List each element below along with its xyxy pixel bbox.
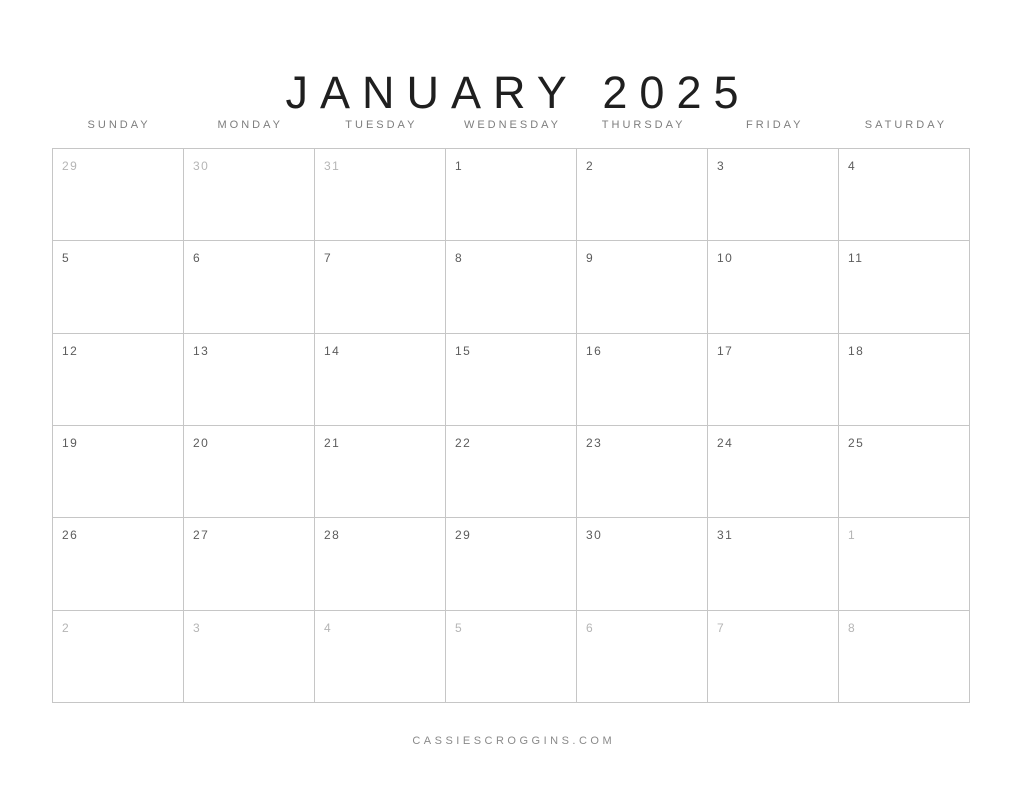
- weekday-label-tuesday: TUESDAY: [345, 119, 418, 131]
- day-cell: [315, 426, 446, 518]
- day-cell: [446, 426, 577, 518]
- day-cell: [708, 149, 839, 241]
- day-number: 16: [586, 343, 603, 358]
- day-cell: [839, 149, 970, 241]
- day-cell: [53, 334, 184, 426]
- day-number: 5: [62, 251, 71, 266]
- weekday-label-wednesday: WEDNESDAY: [463, 119, 562, 131]
- day-number: 9: [586, 251, 595, 266]
- day-cell: [708, 241, 839, 333]
- day-number: 31: [324, 159, 341, 173]
- day-cell: [708, 426, 839, 518]
- day-cell: [315, 149, 446, 241]
- day-number: 8: [848, 620, 857, 635]
- weekday-label-monday: MONDAY: [217, 119, 283, 131]
- day-number: 21: [324, 436, 341, 450]
- day-cell: [315, 611, 446, 703]
- footer-website: CASSIESCROGGINS.COM: [412, 735, 616, 747]
- calendar-grid: [52, 148, 970, 703]
- day-cell: [839, 426, 970, 518]
- day-cell: [577, 611, 708, 703]
- day-cell: [315, 518, 446, 610]
- day-number: 25: [848, 436, 865, 450]
- weekday-label-friday: FRIDAY: [746, 119, 804, 131]
- day-number: 18: [848, 343, 865, 358]
- day-number: 1: [455, 159, 464, 173]
- day-number: 2: [62, 620, 71, 635]
- day-cell: [53, 426, 184, 518]
- day-cell: [446, 334, 577, 426]
- day-cell: [839, 518, 970, 610]
- day-cell: [53, 611, 184, 703]
- day-cell: [839, 611, 970, 703]
- day-cell: [53, 149, 184, 241]
- day-number: 30: [586, 528, 603, 543]
- day-cell: [708, 518, 839, 610]
- day-number: 13: [193, 343, 210, 358]
- day-number: 5: [455, 620, 464, 635]
- day-cell: [184, 149, 315, 241]
- day-number: 15: [455, 343, 472, 358]
- day-number: 20: [193, 436, 210, 450]
- day-number: 22: [455, 436, 472, 450]
- day-number: 19: [62, 436, 79, 450]
- day-number: 8: [455, 251, 464, 266]
- day-cell: [184, 518, 315, 610]
- day-number: 6: [586, 620, 595, 635]
- day-number: 12: [62, 343, 79, 358]
- day-number: 3: [717, 159, 726, 173]
- day-cell: [446, 241, 577, 333]
- day-cell: [184, 241, 315, 333]
- day-cell: [184, 611, 315, 703]
- day-number: 14: [324, 343, 341, 358]
- weekday-label-thursday: THURSDAY: [601, 119, 686, 131]
- day-cell: [577, 518, 708, 610]
- day-number: 10: [717, 251, 734, 266]
- day-cell: [839, 334, 970, 426]
- day-number: 23: [586, 436, 603, 450]
- day-cell: [446, 518, 577, 610]
- day-cell: [577, 149, 708, 241]
- day-cell: [708, 334, 839, 426]
- day-number: 29: [455, 528, 472, 543]
- day-cell: [577, 426, 708, 518]
- weekday-label-sunday: SUNDAY: [87, 119, 151, 131]
- day-cell: [708, 611, 839, 703]
- day-cell: [839, 241, 970, 333]
- day-cell: [315, 334, 446, 426]
- day-cell: [53, 518, 184, 610]
- day-number: 24: [717, 436, 734, 450]
- day-number: 26: [62, 528, 79, 543]
- day-number: 3: [193, 620, 202, 635]
- day-number: 30: [193, 159, 210, 173]
- calendar-title: JANUARY 2025: [285, 67, 751, 119]
- day-number: 31: [717, 528, 734, 543]
- day-number: 17: [717, 343, 734, 358]
- day-cell: [184, 426, 315, 518]
- day-cell: [577, 241, 708, 333]
- day-cell: [184, 334, 315, 426]
- weekday-header-row: [52, 119, 970, 131]
- day-number: 2: [586, 159, 595, 173]
- day-number: 6: [193, 251, 202, 266]
- day-cell: [446, 149, 577, 241]
- day-cell: [315, 241, 446, 333]
- day-cell: [446, 611, 577, 703]
- day-number: 11: [848, 251, 864, 266]
- day-cell: [577, 334, 708, 426]
- day-number: 27: [193, 528, 210, 543]
- day-number: 1: [848, 528, 857, 543]
- day-number: 4: [848, 159, 857, 173]
- day-number: 29: [62, 159, 79, 173]
- day-number: 28: [324, 528, 341, 543]
- day-cell: [53, 241, 184, 333]
- day-number: 7: [717, 620, 726, 635]
- weekday-label-saturday: SATURDAY: [864, 119, 948, 131]
- day-number: 7: [324, 251, 333, 266]
- day-number: 4: [324, 620, 333, 635]
